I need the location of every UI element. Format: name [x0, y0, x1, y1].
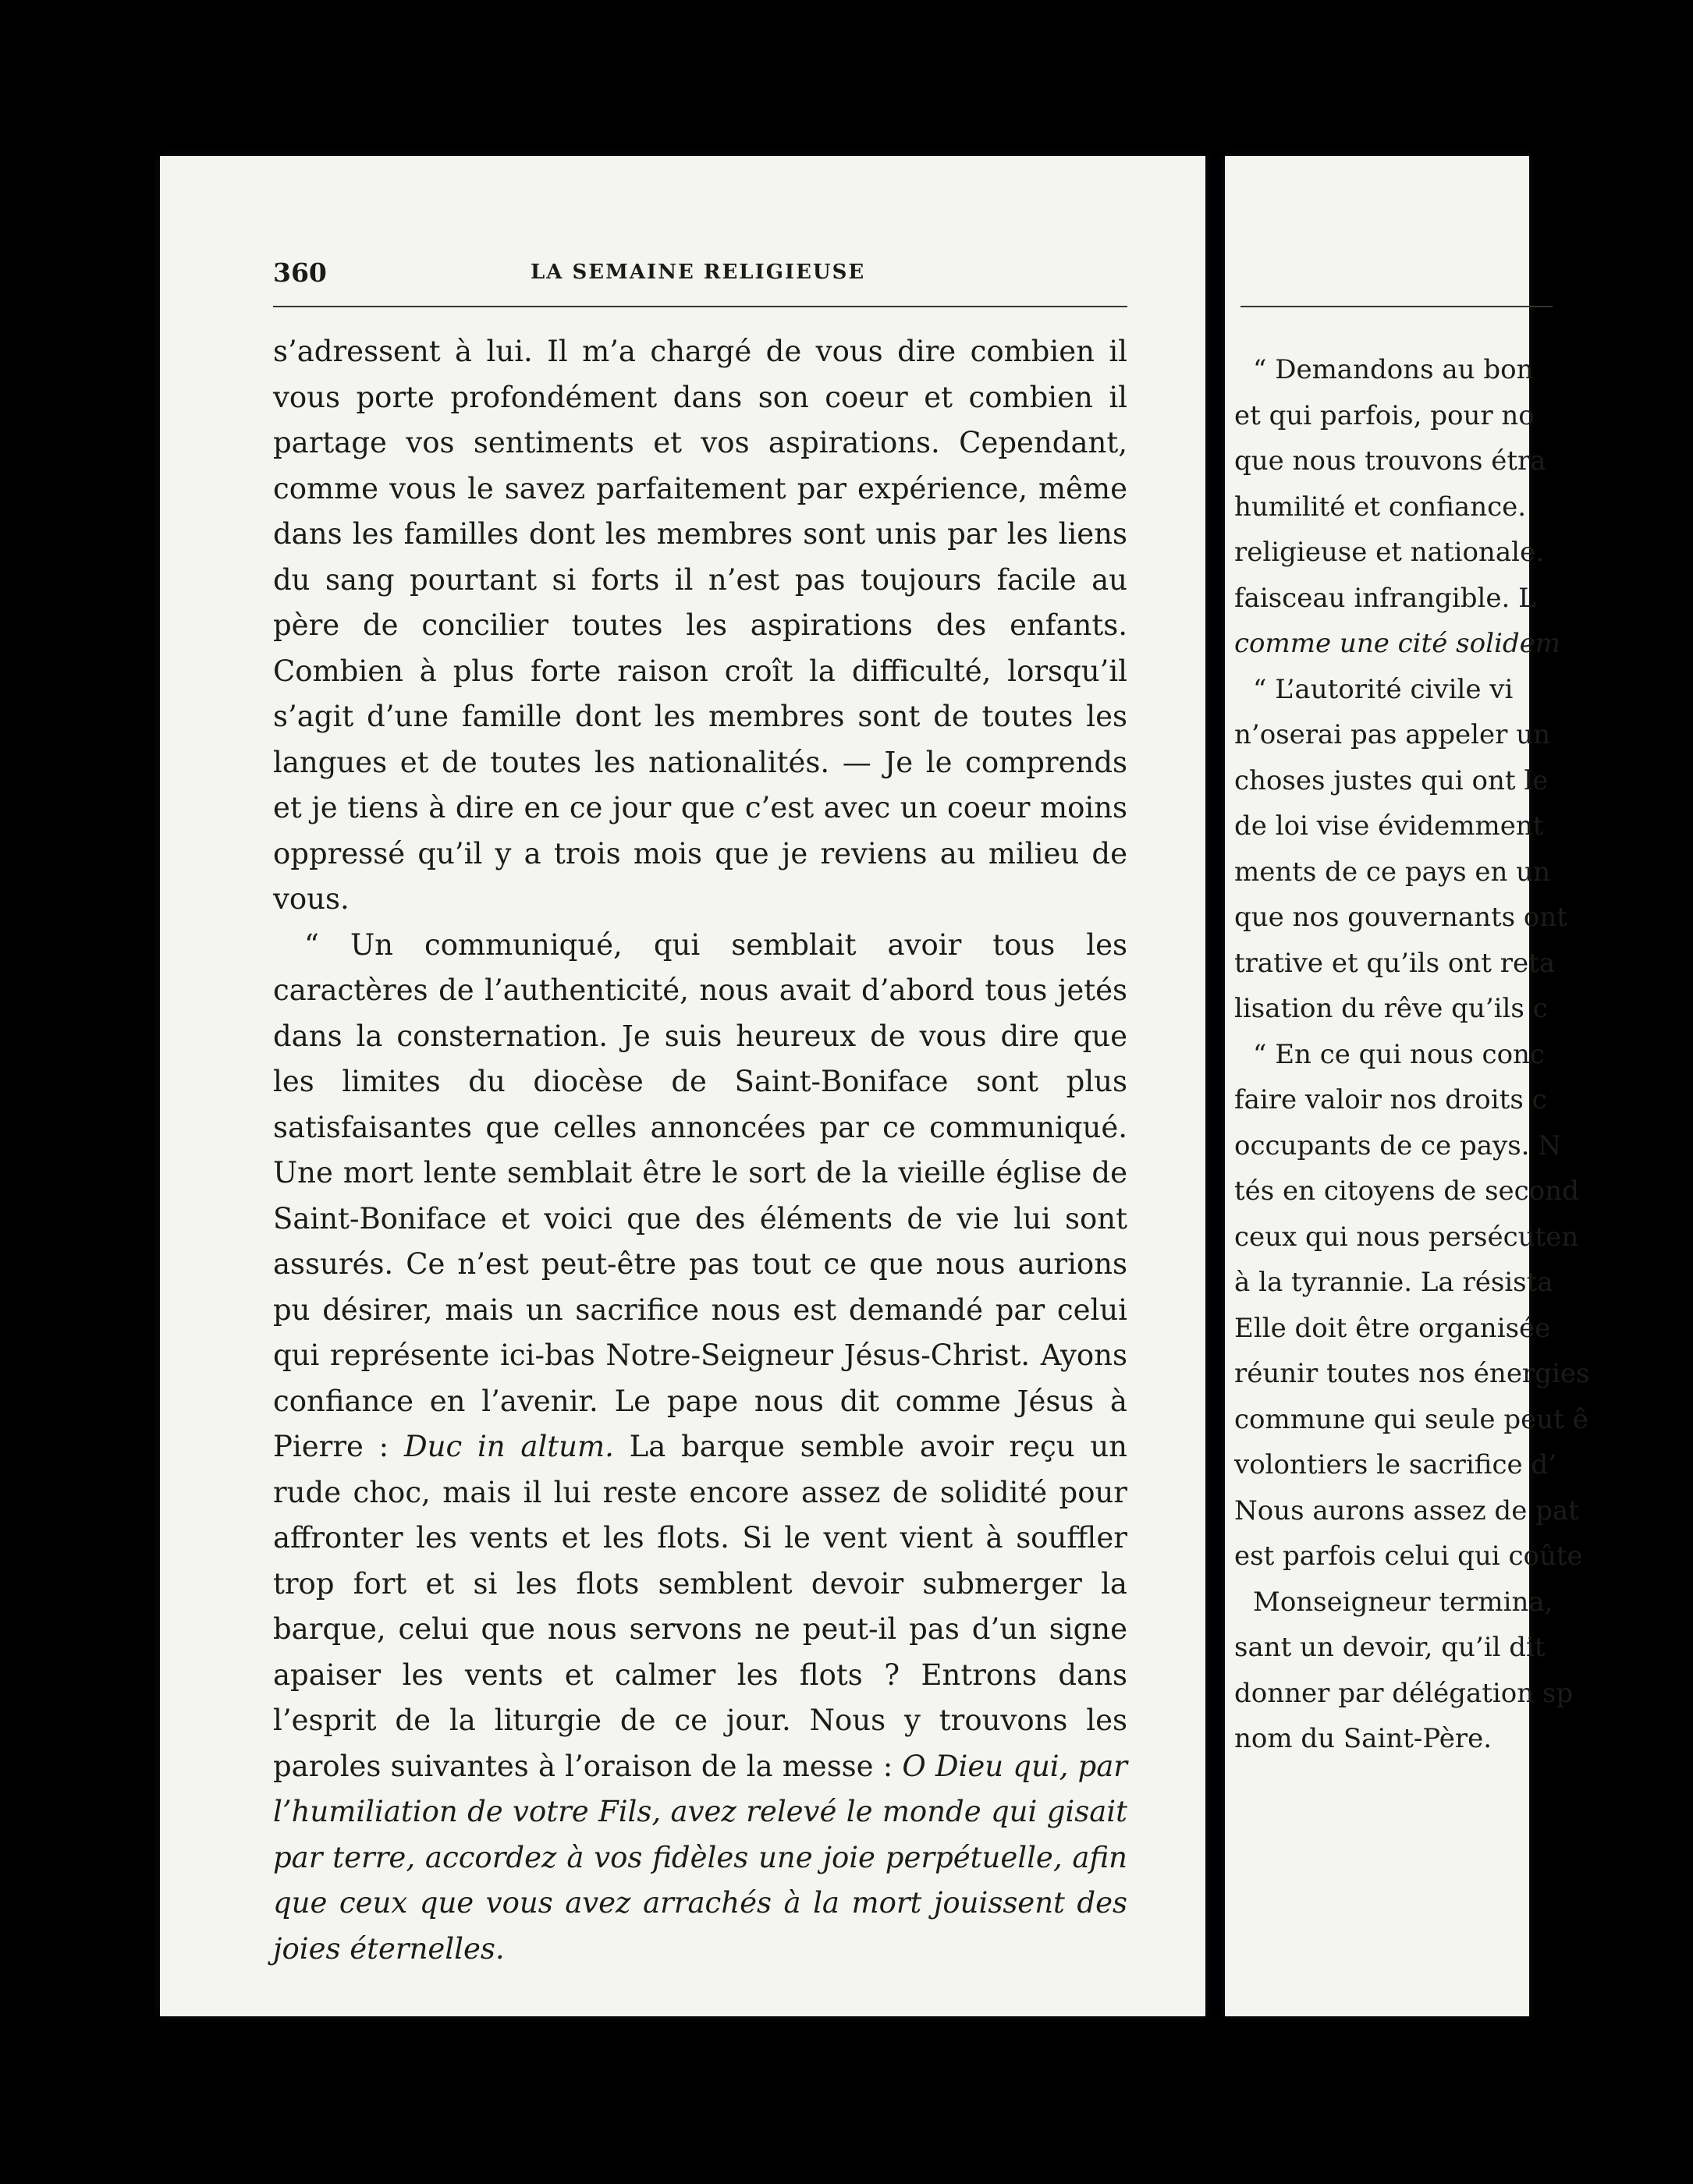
right-line: de loi vise évidemment — [1234, 810, 1544, 842]
right-line: sant un devoir, qu’il dit — [1234, 1632, 1546, 1663]
right-line: nom du Saint-Père. — [1234, 1723, 1492, 1754]
body-text — [273, 329, 1127, 1972]
prayer-quote: O Dieu qui, par l’humiliation de votre Fils, avez relevé le monde qui gisait par terre, accordez à vos fidèles une joie perpétuelle, afin que ceux que vous avez arrachés à la mort jouissent des joies éternelles. — [273, 1749, 1127, 1966]
right-line: tés en citoyens de second — [1234, 1175, 1579, 1207]
right-line: comme une cité solidem — [1234, 628, 1560, 659]
right-line: faire valoir nos droits c — [1234, 1084, 1547, 1115]
right-line: faisceau infrangible. L — [1234, 582, 1536, 614]
paragraph-2-middle: La barque semble avoir reçu un rude choc, mais il lui reste encore assez de solidité pour affronter les vents et les flots. Si le vent vient à souffler trop fort et si les flots semblent devoir submerger la barque, celui que nous servons ne peut-il pas d’un signe apaiser les vents et calmer les flots ? Entrons dans l’esprit de la liturgie de ce jour. Nous y trouvons les paroles suivantes à l’oraison de la messe : — [273, 1430, 1128, 1783]
right-line: commune qui seule peut ê — [1234, 1403, 1588, 1435]
paragraph-2-start: “ Un communiqué, qui semblait avoir tous les caractères de l’authenticité, nous avait d’abord tous jetés dans la consternation. Je suis heureux de vous dire que les limites du diocèse de Saint-Boniface sont plus satisfaisantes que celles annoncées par ce communiqué. Une mort lente semblait être le sort de la vieille église de Saint-Boniface et voici que des éléments de vie lui sont assurés. Ce n’est peut-être pas tout ce que nous aurions pu désirer, mais un sacrifice nous est demandé par celui qui représente ici-bas Notre-Seigneur Jésus-Christ. Ayons confiance en l’avenir. Le pape nous dit comme Jésus à Pierre : — [273, 927, 1127, 1463]
right-header-rule — [1240, 306, 1553, 307]
right-page — [1225, 156, 1590, 2016]
right-line: volontiers le sacrifice d’ — [1234, 1449, 1556, 1480]
right-line: est parfois celui qui coûte — [1234, 1540, 1583, 1572]
right-line: n’oserai pas appeler un — [1234, 719, 1551, 750]
paragraph-2 — [273, 923, 1127, 1973]
right-line: Elle doit être organisée — [1234, 1312, 1551, 1344]
header-rule — [273, 306, 1127, 307]
right-line: que nous trouvons étra — [1234, 445, 1546, 477]
right-line: choses justes qui ont le — [1234, 764, 1549, 796]
right-line: ments de ce pays en un — [1234, 856, 1550, 888]
paragraph-1: s’adressent à lui. Il m’a chargé de vous dire combien il vous porte profondément dans son coeur et combien il partage vos sentiments et vos aspirations. Cependant, comme vous le savez parfaitement par expérience, même dans les familles dont les membres sont unis par les liens du sang pourtant si forts il n’est pas toujours facile au père de concilier toutes les aspirations des enfants. Combien à plus forte raison croît la difficulté, lorsqu’il s’agit d’une famille dont les membres sont de toutes les langues et de toutes les nationalités. — Je le comprends et je tiens à dire en ce jour que c’est avec un coeur moins oppressé qu’il y a trois mois que je reviens au milieu de vous. — [273, 335, 1127, 916]
right-line: “ En ce qui nous conc — [1253, 1038, 1545, 1070]
right-line: religieuse et nationale. — [1234, 537, 1544, 568]
right-line: Monseigneur termina, — [1253, 1586, 1553, 1618]
right-line: occupants de ce pays. N — [1234, 1129, 1562, 1161]
running-title: LA SEMAINE RELIGIEUSE — [531, 261, 866, 284]
right-line: lisation du rêve qu’ils c — [1234, 993, 1548, 1024]
right-page-text — [1225, 347, 1693, 1762]
right-line: “ L’autorité civile vi — [1253, 673, 1514, 705]
left-page — [160, 156, 1205, 2016]
right-line: que nos gouvernants ont — [1234, 902, 1567, 933]
right-line: humilité et confiance. — [1234, 491, 1527, 523]
right-line: Nous aurons assez de pat — [1234, 1494, 1579, 1526]
right-line: “ Demandons au bon — [1253, 354, 1534, 385]
right-line: trative et qu’ils ont reta — [1234, 947, 1556, 979]
right-line: et qui parfois, pour no — [1234, 399, 1535, 431]
right-line: ceux qui nous persécuten — [1234, 1221, 1579, 1253]
right-line: réunir toutes nos énergies — [1234, 1358, 1590, 1389]
right-line: donner par délégation sp — [1234, 1677, 1574, 1709]
latin-phrase: Duc in altum. — [403, 1430, 614, 1463]
running-head — [273, 257, 1127, 289]
right-line: à la tyrannie. La résista — [1234, 1267, 1553, 1298]
page-number: 360 — [273, 257, 327, 288]
